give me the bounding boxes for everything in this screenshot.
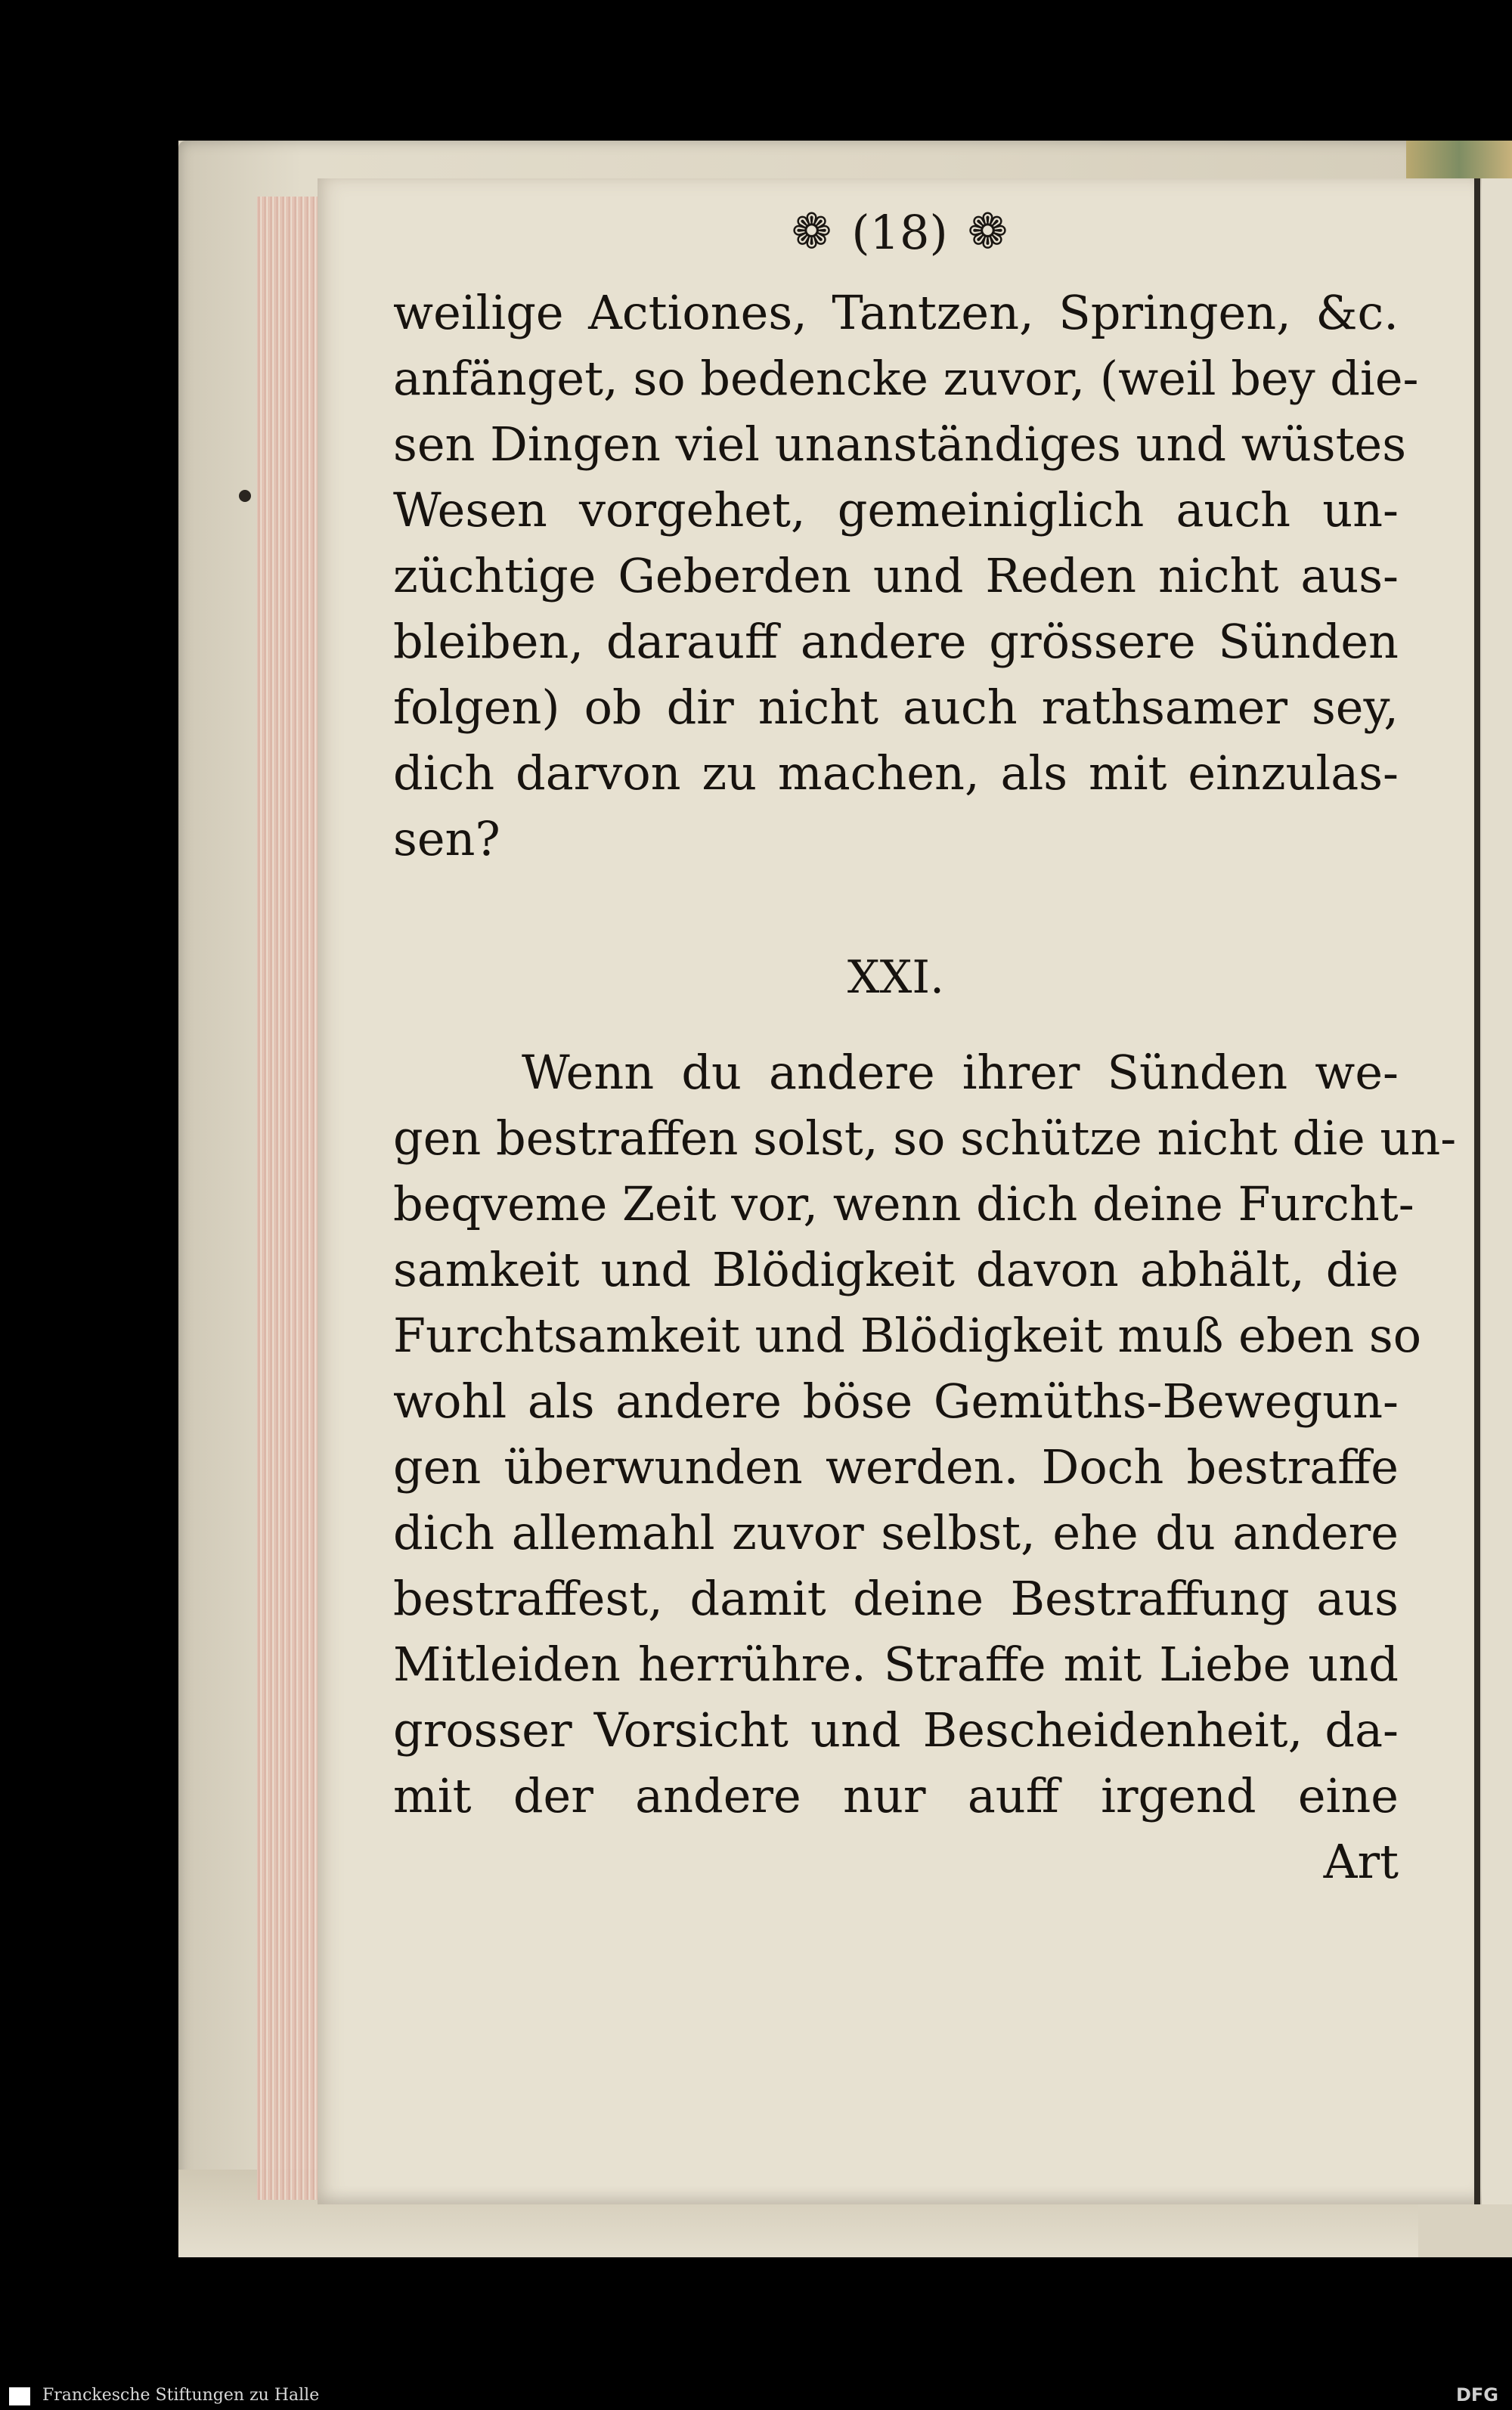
text-line: bleiben, darauff andere grössere Sünden [393,614,1399,669]
footer-funder: DFG [1455,2384,1498,2405]
ornament-left-icon: ❁ [791,204,832,260]
gutter-line [1474,178,1480,2204]
text-line: anfänget, so bedencke zuvor, (weil bey die- [393,351,1419,406]
section-heading: XXI. [847,951,945,1004]
page-header [318,204,1482,260]
text-line: Furchtsamkeit und Blödigkeit muß eben so [393,1308,1422,1363]
text-line: sen Dingen viel unanständiges und wüstes [393,417,1407,472]
text-line: züchtige Geberden und Reden nicht aus- [393,548,1399,603]
text-line: samkeit und Blödigkeit davon abhält, die [393,1242,1399,1297]
text-line: beqveme Zeit vor, wenn dich deine Furcht- [393,1176,1414,1231]
page-number: (18) [851,204,948,260]
text-line: wohl als andere böse Gemüths-Bewegun- [393,1374,1399,1429]
catchword: Art [1323,1834,1399,1889]
body-text [393,280,1457,1894]
text-line: weilige Actiones, Tantzen, Springen, &c. [393,285,1399,340]
text-line: Wesen vorgehet, gemeiniglich auch un- [393,482,1399,537]
institution-logo-icon [9,2387,30,2405]
text-line: gen überwunden werden. Doch bestraffe [393,1439,1399,1495]
text-line: folgen) ob dir nicht auch rathsamer sey, [393,680,1399,735]
text-line: bestraffest, damit deine Bestraffung aus [393,1571,1399,1626]
text-line: sen? [393,811,500,866]
text-line: dich allemahl zuvor selbst, ehe du andere [393,1505,1399,1560]
paragraph-2 [393,1039,1457,1894]
binding-pin [239,490,251,502]
text-line: Wenn du andere ihrer Sünden we- [522,1045,1399,1100]
text-line: mit der andere nur auff irgend eine [393,1768,1399,1823]
footer-institution: Franckesche Stiftungen zu Halle [42,2386,320,2405]
facing-page-edge [1482,178,1512,2204]
text-line: dich darvon zu machen, als mit einzulas- [393,745,1399,801]
text-line: grosser Vorsicht und Bescheidenheit, da- [393,1702,1399,1758]
text-line: Mitleiden herrühre. Straffe mit Liebe und [393,1637,1399,1692]
ornament-right-icon: ❁ [967,204,1009,260]
text-line: gen bestraffen solst, so schütze nicht die un- [393,1111,1457,1166]
paragraph-1 [393,280,1419,872]
page-edges [257,197,325,2200]
